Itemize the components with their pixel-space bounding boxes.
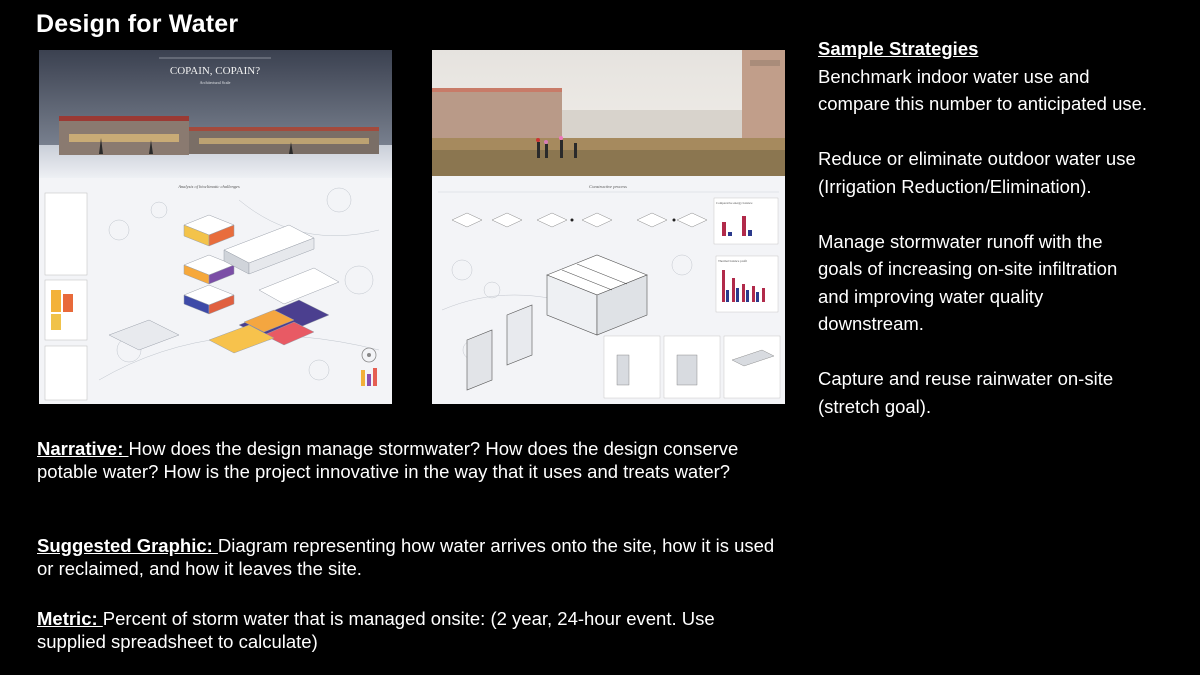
sample-strategies-heading: Sample Strategies xyxy=(818,38,979,59)
poster-image-left xyxy=(39,50,392,404)
narrative-paragraph xyxy=(37,437,787,483)
strategy-item: Manage stormwater runoff with the goals of increasing on-site infiltration and improving water quality downstream. xyxy=(818,230,1118,334)
slide-title: Design for Water xyxy=(36,10,239,38)
metric-text: Percent of storm water that is managed onsite: (2 year, 24-hour event. Use supplied spreadsheet to calculate) xyxy=(37,608,715,652)
strategy-item: Benchmark indoor water use and compare this number to anticipated use. xyxy=(818,65,1148,114)
board-left-section: Analysis of bioclimatic challenges xyxy=(178,184,240,189)
board-right-chart-label-2: Thermal balance profil xyxy=(718,259,748,263)
board-right-chart-label-1: Comparative energy balance xyxy=(716,201,753,205)
metric-label: Metric: xyxy=(37,608,103,629)
sample-strategies-panel xyxy=(818,35,1148,448)
strategy-item: Reduce or eliminate outdoor water use (Irrigation Reduction/Elimination). xyxy=(818,148,1136,197)
narrative-text: How does the design manage stormwater? How does the design conserve potable water? How is the project innovative in the way that it uses and treats water? xyxy=(37,438,739,482)
suggested-graphic-text: Diagram representing how water arrives onto the site, how it is used or reclaimed, and how it leaves the site. xyxy=(37,535,775,579)
suggested-graphic-label: Suggested Graphic: xyxy=(37,535,218,556)
suggested-graphic-paragraph xyxy=(37,534,787,580)
board-right-section: Constructive process xyxy=(589,184,627,189)
board-left-title: COPAIN, COPAIN? xyxy=(169,65,261,77)
narrative-label: Narrative: xyxy=(37,438,129,459)
strategy-item: Capture and reuse rainwater on-site (stretch goal). xyxy=(818,368,1114,417)
board-left-subtitle: Architectural Scale xyxy=(199,80,231,85)
poster-image-right xyxy=(432,50,785,404)
metric-paragraph xyxy=(37,607,787,653)
